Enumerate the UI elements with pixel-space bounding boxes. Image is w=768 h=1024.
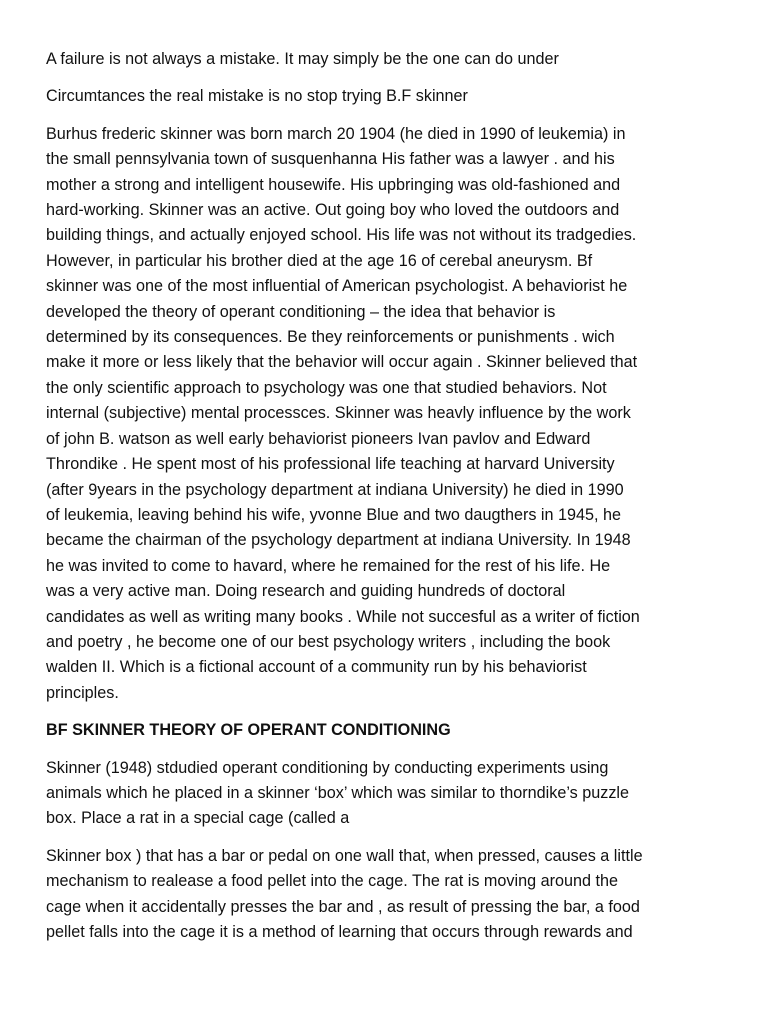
biography-paragraph: Burhus frederic skinner was born march 20 1904 (he died in 1990 of leukemia) in the small pennsylvania town of susquenhanna His father was a lawyer . and his mother a strong and intelligent housewife. His upbringing was old-fashioned and hard-working. Skinner was an active. Out going boy who loved the outdoors and building things, and actually enjoyed school. His life was not without its tradgedies. However, in particular his brother died at the age 16 of cerebal aneurysm. Bf skinner was one of the most influential of American psychologist. A behaviorist he developed the theory of operant conditioning – the idea that behavior is determined by its consequences. Be they reinforcements or punishments . wich make it more or less likely that the behavior will occur again . Skinner believed that the only scientific approach to psychology was one that studied behaviors. Not internal (subjective) mental processces. Skinner was heavly influence by the work of john B. watson as well early behaviorist pioneers Ivan pavlov and Edward Throndike . He spent most of his professional life teaching at harvard University (after 9years in the psychology department at indiana University) he died in 1990 of leukemia, leaving behind his wife, yvonne Blue and two daugthers in 1945, he became the chairman of the psychology department at indiana University. In 1948 he was invited to come to havard, where he remained for the rest of his life. He was a very active man. Doing research and guiding hundreds of doctoral candidates as well as writing many books . While not succesful as a writer of fiction and poetry , he become one of our best psychology writers , including the book walden II. Which is a fictional account of a community run by his behaviorist principles. bbox=[46, 124, 640, 702]
section-heading: BF SKINNER THEORY OF OPERANT CONDITIONING bbox=[46, 721, 451, 740]
skinner-box-paragraph: Skinner box ) that has a bar or pedal on one wall that, when pressed, causes a little mechanism to realease a food pellet into the cage. The rat is moving around the cage when it accidentally presses the bar and , as result of pressing the bar, a food pellet falls into the cage it is a method of learning that occurs through rewards and bbox=[46, 846, 643, 941]
quote-line-1: A failure is not always a mistake. It may simply be the one can do under bbox=[46, 50, 559, 68]
experiment-paragraph: Skinner (1948) stdudied operant conditioning by conducting experiments using animals which he placed in a skinner ‘box’ which was similar to thorndike’s puzzle box. Place a rat in a special cage (called a bbox=[46, 758, 630, 828]
quote-line-2: Circumtances the real mistake is no stop trying B.F skinner bbox=[46, 87, 468, 106]
document-body bbox=[46, 47, 746, 957]
